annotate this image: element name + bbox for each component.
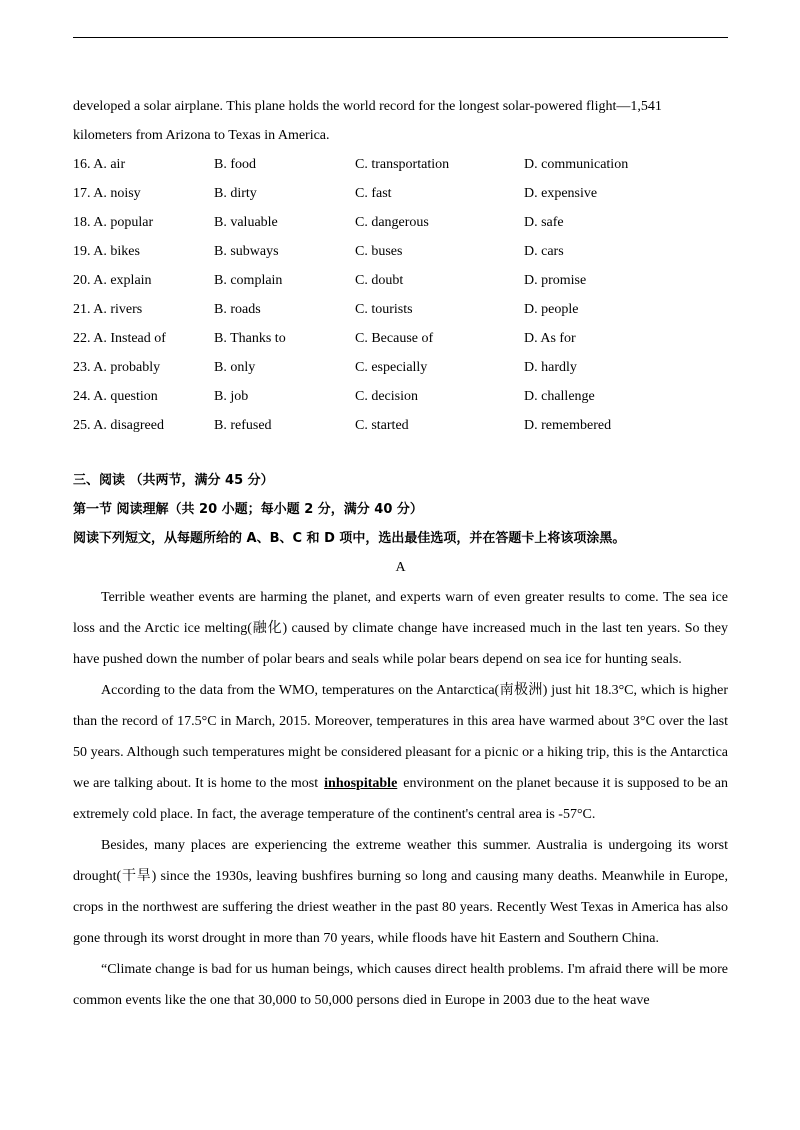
- option-a: 21. A. rivers: [73, 302, 143, 317]
- intro-line-2: kilometers from Arizona to Texas in America.: [73, 128, 330, 143]
- option-a: 24. A. question: [73, 389, 158, 404]
- underlined-word: [318, 776, 403, 791]
- paragraph-text: environment on the planet because it is supposed to be an extremely cold place. In fact, the average temperature of the continent's central area is -57°C.: [73, 776, 728, 822]
- option-d: D. safe: [524, 215, 564, 230]
- option-row-21: [73, 295, 728, 324]
- paragraph-text: According to the data from the WMO, temperatures on the Antarctica(南极洲) just hit 18.3°C, which is higher than the record of 17.5°C in March, 2015. Moreover, temperatures in this area have warmed about 3°C over the last 50 years. Although such temperatures might be considered pleasant for a picnic or a hiking trip, this is the Antarctica we are talking about. It is home to the most: [73, 683, 728, 791]
- option-b: B. valuable: [214, 215, 278, 230]
- option-d: D. expensive: [524, 186, 598, 201]
- option-c: C. especially: [355, 360, 428, 375]
- option-d: D. As for: [524, 331, 576, 346]
- option-a: 17. A. noisy: [73, 186, 141, 201]
- option-c: C. doubt: [355, 273, 404, 288]
- option-row-19: [73, 237, 728, 266]
- option-d: D. promise: [524, 273, 587, 288]
- section-heading: 三、阅读 （共两节，满分 45 分）: [73, 473, 274, 488]
- option-a: 20. A. explain: [73, 273, 152, 288]
- option-row-24: [73, 382, 728, 411]
- option-d: D. people: [524, 302, 579, 317]
- option-d: D. communication: [524, 157, 629, 172]
- option-b: B. refused: [214, 418, 272, 433]
- passage-paragraph-1: Terrible weather events are harming the planet, and experts warn of even greater results to come. The sea ice loss and the Arctic ice melting(融化) caused by climate change have increased much in the last ten years. So they have pushed down the number of polar bears and seals while polar bears depend on sea ice for hunting seals.: [73, 590, 728, 667]
- underlined-word-text: inhospitable: [324, 776, 398, 791]
- option-c: C. started: [355, 418, 409, 433]
- section-instruction: 阅读下列短文，从每题所给的 A、B、C 和 D 项中，选出最佳选项，并在答题卡上将该项涂黑。: [73, 531, 626, 546]
- option-row-20: [73, 266, 728, 295]
- option-c: C. fast: [355, 186, 392, 201]
- option-a: 22. A. Instead of: [73, 331, 166, 346]
- option-c: C. decision: [355, 389, 418, 404]
- document-page: [73, 92, 728, 1016]
- option-c: C. tourists: [355, 302, 413, 317]
- header-rule: [73, 37, 728, 38]
- options-list: [73, 150, 728, 440]
- option-a: 16. A. air: [73, 157, 126, 172]
- option-row-22: [73, 324, 728, 353]
- reading-section: [73, 466, 728, 1016]
- option-a: 23. A. probably: [73, 360, 161, 375]
- option-b: B. Thanks to: [214, 331, 286, 346]
- option-a: 19. A. bikes: [73, 244, 140, 259]
- option-b: B. complain: [214, 273, 283, 288]
- option-b: B. job: [214, 389, 249, 404]
- option-d: D. challenge: [524, 389, 595, 404]
- option-b: B. food: [214, 157, 256, 172]
- option-d: D. remembered: [524, 418, 612, 433]
- option-c: C. dangerous: [355, 215, 429, 230]
- option-row-23: [73, 353, 728, 382]
- option-b: B. subways: [214, 244, 279, 259]
- section-subheading: 第一节 阅读理解（共 20 小题；每小题 2 分，满分 40 分）: [73, 502, 423, 517]
- passage-paragraph-3: Besides, many places are experiencing the extreme weather this summer. Australia is undergoing its worst drought(干旱) since the 1930s, leaving bushfires burning so long and causing many deaths. Meanwhile in Europe, crops in the northwest are suffering the driest weather in the past 80 years. Recently West Texas in America has also gone through its worst drought in more than 70 years, while floods have hit Eastern and Southern China.: [73, 838, 728, 946]
- option-c: C. Because of: [355, 331, 434, 346]
- option-b: B. roads: [214, 302, 261, 317]
- passage-paragraph-4: “Climate change is bad for us human beings, which causes direct health problems. I'm afraid there will be more common events like the one that 30,000 to 50,000 persons died in Europe in 2003 due to the heat wave: [73, 962, 728, 1008]
- option-d: D. cars: [524, 244, 564, 259]
- option-row-17: [73, 179, 728, 208]
- passage-paragraph-2: [73, 675, 728, 830]
- option-row-25: [73, 411, 728, 440]
- option-d: D. hardly: [524, 360, 577, 375]
- option-b: B. only: [214, 360, 256, 375]
- option-a: 25. A. disagreed: [73, 418, 164, 433]
- intro-line-1: developed a solar airplane. This plane holds the world record for the longest solar-powered flight—1,541: [73, 99, 662, 114]
- passage-label: A: [395, 560, 406, 575]
- option-row-16: [73, 150, 728, 179]
- option-b: B. dirty: [214, 186, 257, 201]
- option-a: 18. A. popular: [73, 215, 154, 230]
- option-c: C. transportation: [355, 157, 450, 172]
- option-c: C. buses: [355, 244, 403, 259]
- option-row-18: [73, 208, 728, 237]
